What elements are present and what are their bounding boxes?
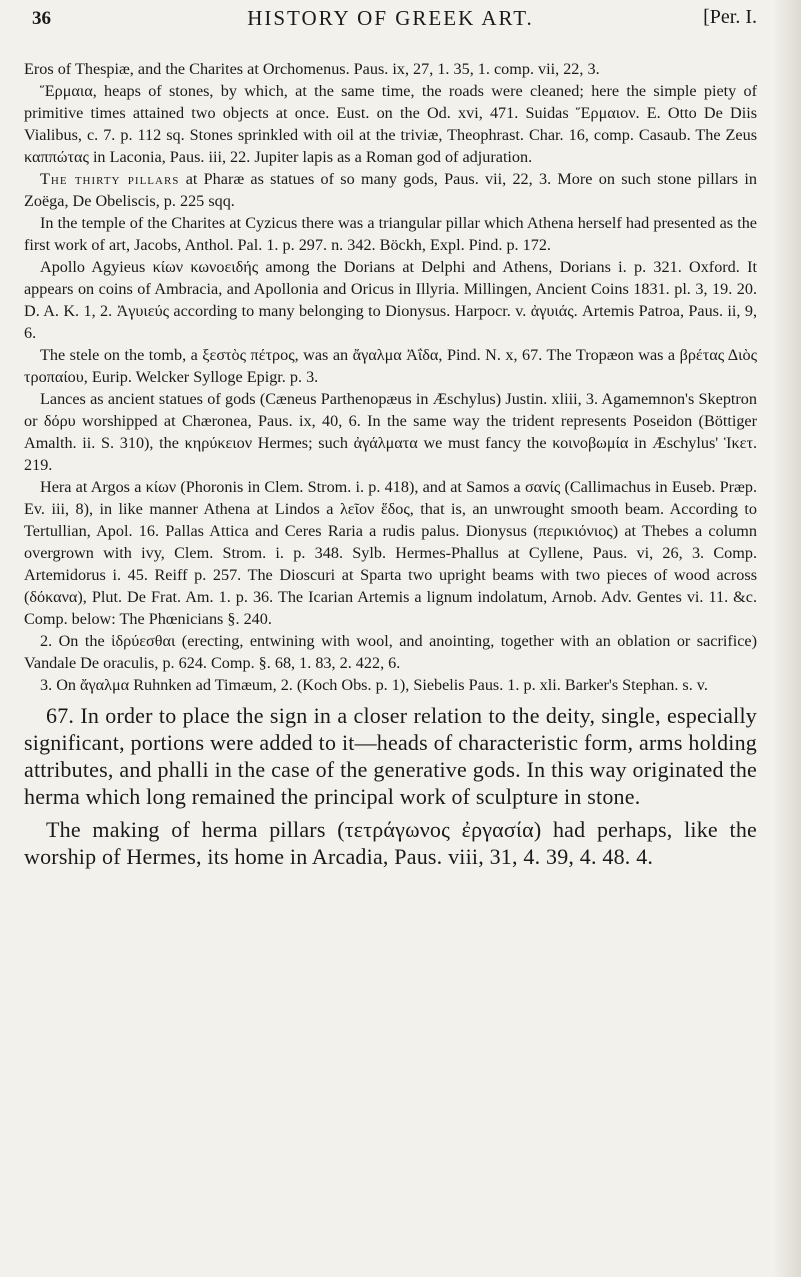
note-agalma: 3. On ἄγαλμα Ruhnken ad Timæum, 2. (Koch Obs. p. 1), Siebelis Paus. 1. p. xli. Barker's Stephan. s. v. bbox=[40, 676, 708, 694]
note-eros: Eros of Thespiæ, and the Charites at Orchomenus. Paus. ix, 27, 1. 35, 1. comp. vii, 22, 3. bbox=[24, 60, 600, 78]
section-67-paragraph: 67. In order to place the sign in a closer relation to the deity, single, especially significant, portions were added to it—heads of characteristic form, arms holding attributes, and phalli in the case of the generative gods. In this way originated the herma which long remained the principal work of sculpture in stone. bbox=[24, 703, 757, 809]
note-text: at Pharæ as statues of so many gods, Paus. vii, 22, 3. More on such stone pillars in Zoëga, De Obeliscis, p. 225 sqq. bbox=[24, 170, 757, 210]
running-head bbox=[24, 0, 757, 50]
section-67-herma-paragraph: The making of herma pillars (τετράγωνος ἐργασία) had perhaps, like the worship of Hermes, its home in Arcadia, Paus. viii, 31, 4. 39, 4. 48. 4. bbox=[24, 817, 757, 869]
note-hidryesthai: 2. On the ἱδρύεσθαι (erecting, entwining with wool, and anointing, together with an oblation or sacrifice) Vandale De oraculis, p. 624. Comp. §. 68, 1. 83, 2. 422, 6. bbox=[24, 632, 757, 672]
note-label: The thirty pillars bbox=[40, 170, 180, 188]
note-thirty-pillars bbox=[24, 168, 757, 212]
note-hermaia: Ἕρμαια, heaps of stones, by which, at the same time, the roads were cleaned; here the simple piety of primitive times attained two objects at once. Eust. on the Od. xvi, 471. Suidas Ἕρμαιον. E. Otto De Diis Vialibus, c. 7. p. 112 sq. Stones sprinkled with oil at the triviæ, Theophrast. Char. 16, comp. Casaub. The Zeus καππώτας in Laconia, Paus. iii, 22. Jupiter lapis as a Roman god of adjuration. bbox=[24, 82, 757, 166]
page-edge-shadow bbox=[773, 0, 801, 1277]
note-cyzicus: In the temple of the Charites at Cyzicus there was a triangular pillar which Athena herself had presented as the first work of art, Jacobs, Anthol. Pal. 1. p. 297. n. 342. Böckh, Expl. Pind. p. 172. bbox=[24, 214, 757, 254]
note-apollo-agyieus: Apollo Agyieus κίων κωνοειδής among the Dorians at Delphi and Athens, Dorians i. p. 321. Oxford. It appears on coins of Ambracia, and Apollonia and Oricus in Illyria. Millingen, Ancient Coins 1831. pl. 3, 19. 20. D. A. K. 1, 2. Ἀγυιεύς according to many belonging to Dionysus. Harpocr. v. ἀγυιάς. Artemis Patroa, Paus. ii, 9, 6. bbox=[24, 258, 757, 342]
page-body bbox=[24, 58, 757, 870]
note-lances: Lances as ancient statues of gods (Cæneus Parthenopæus in Æschylus) Justin. xliii, 3. Agamemnon's Skeptron or δόρυ worshipped at Chæronea, Paus. ix, 40, 6. In the same way the trident represents Poseidon (Böttiger Amalth. ii. S. 310), the κηρύκειον Hermes; such ἀγάλματα we must fancy the κοινοβωμία in Æschylus' Ἱκετ. 219. bbox=[24, 390, 757, 474]
note-hera-argos: Hera at Argos a κίων (Phoronis in Clem. Strom. i. p. 418), and at Samos a σανίς (Callimachus in Euseb. Præp. Ev. iii, 8), in like manner Athena at Lindos a λεῖον ἕδος, that is, an unwrought smooth beam. According to Tertullian, Apol. 16. Pallas Attica and Ceres Raria a rudis palus. Dionysus (περικιόνιος) at Thebes a column overgrown with ivy, Clem. Strom. i. p. 348. Sylb. Hermes-Phallus at Cyllene, Paus. vi, 26, 3. Comp. Artemidorus i. 45. Reiff p. 257. The Dioscuri at Sparta two upright beams with two pieces of wood across (δόκανα), Plut. De Frat. Am. 1. p. 36. The Icarian Artemis a lignum indolatum, Arnob. Adv. Gentes vi. 11. &c. Comp. below: The Phœnicians §. 240. bbox=[24, 478, 757, 628]
section-mark: [Per. I. bbox=[703, 6, 757, 28]
page-number: 36 bbox=[32, 8, 51, 29]
running-title: HISTORY OF GREEK ART. bbox=[247, 6, 534, 30]
note-stele: The stele on the tomb, a ξεστὸς πέτρος, was an ἄγαλμα Ἀΐδα, Pind. N. x, 67. The Tropæon was a βρέτας Διὸς τροπαίου, Eurip. Welcker Sylloge Epigr. p. 3. bbox=[24, 346, 757, 386]
